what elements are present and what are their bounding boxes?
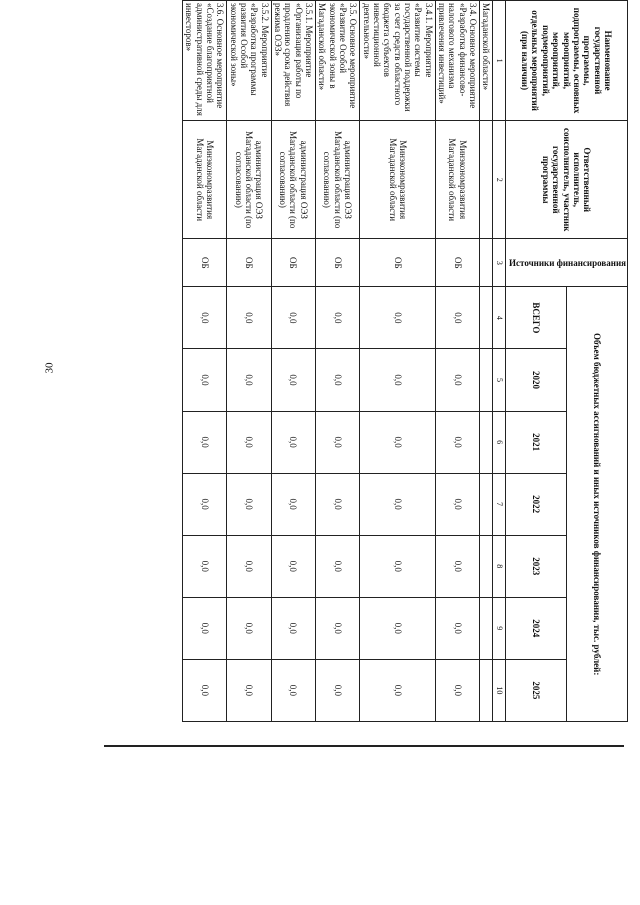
row-value: 0,0 (182, 287, 226, 349)
table-row (227, 1, 271, 722)
row-program-name: 3.4.1. Мероприятие «Развитие системы государственной поддержки за счет средств областного бюджета субъектов инвестиционной деятельности» (360, 1, 435, 121)
column-index: 2 (493, 121, 505, 239)
header-year: 2024 (505, 597, 566, 659)
row-value: 0,0 (182, 349, 226, 411)
row-value: 0,0 (227, 287, 271, 349)
rotated-table-container (58, 0, 628, 722)
row-value: 0,0 (182, 473, 226, 535)
row-value: 0,0 (360, 349, 435, 411)
row-value (480, 659, 493, 721)
row-program-name: Магаданской области» (480, 1, 493, 121)
row-funding-source: ОБ (227, 239, 271, 287)
row-program-name: 3.5.1. Мероприятие «Организация работы по продлению срока действия режима ОЭЗ» (271, 1, 315, 121)
row-executor: администрация ОЭЗ Магаданской области (по согласованию) (315, 121, 359, 239)
page-number: 30 (43, 362, 56, 374)
row-funding-source: ОБ (315, 239, 359, 287)
funding-table (182, 0, 628, 722)
row-program-name: 3.5. Основное мероприятие «Развитие Особой экономической зоны в Магаданской области» (315, 1, 359, 121)
header-funding-title: Объем бюджетных ассигнований и иных источников финансирования, тыс. рублей: (566, 287, 627, 722)
row-funding-source: ОБ (182, 239, 226, 287)
header-funding-source: Источники финансирования (505, 239, 627, 287)
row-value: 0,0 (435, 411, 479, 473)
row-executor: администрация ОЭЗ Магаданской области (по согласованию) (227, 121, 271, 239)
row-value: 0,0 (360, 535, 435, 597)
row-executor: Минэкономразвития Магаданской области (360, 121, 435, 239)
column-index: 5 (493, 349, 505, 411)
column-index: 6 (493, 411, 505, 473)
row-value: 0,0 (315, 411, 359, 473)
header-program-name: Наименование государственной программы, подпрограммы, основных мероприятий, мероприятий, подмероприятий, отдельных мероприятий (при наличии) (505, 1, 627, 121)
row-value: 0,0 (435, 659, 479, 721)
column-index: 9 (493, 597, 505, 659)
row-value: 0,0 (435, 349, 479, 411)
row-value: 0,0 (315, 473, 359, 535)
row-value: 0,0 (271, 535, 315, 597)
table-row (480, 1, 493, 722)
table-row (360, 1, 435, 722)
header-year: ВСЕГО (505, 287, 566, 349)
row-value: 0,0 (227, 659, 271, 721)
header-executor: Ответственный исполнитель, соисполнитель, участник государственной программы (505, 121, 627, 239)
row-value: 0,0 (435, 287, 479, 349)
row-value: 0,0 (182, 597, 226, 659)
column-index: 3 (493, 239, 505, 287)
row-value (480, 535, 493, 597)
row-executor: Минэкономразвития Магаданской области (435, 121, 479, 239)
header-year: 2022 (505, 473, 566, 535)
row-value: 0,0 (315, 597, 359, 659)
row-value (480, 597, 493, 659)
row-program-name: 3.5.2. Мероприятие «Разработка программы развития Особой экономической зоны» (227, 1, 271, 121)
row-value (480, 473, 493, 535)
row-value: 0,0 (360, 287, 435, 349)
column-index: 7 (493, 473, 505, 535)
row-value: 0,0 (271, 349, 315, 411)
row-value: 0,0 (271, 287, 315, 349)
row-funding-source: ОБ (360, 239, 435, 287)
header-year: 2020 (505, 349, 566, 411)
row-value: 0,0 (227, 597, 271, 659)
row-value: 0,0 (271, 659, 315, 721)
row-value (480, 349, 493, 411)
row-value: 0,0 (182, 411, 226, 473)
row-value: 0,0 (435, 535, 479, 597)
header-year: 2021 (505, 411, 566, 473)
row-value: 0,0 (315, 659, 359, 721)
row-value: 0,0 (315, 287, 359, 349)
row-value: 0,0 (315, 349, 359, 411)
row-value (480, 287, 493, 349)
row-value: 0,0 (271, 473, 315, 535)
row-value: 0,0 (182, 659, 226, 721)
row-value: 0,0 (360, 473, 435, 535)
row-value: 0,0 (435, 597, 479, 659)
row-value: 0,0 (360, 659, 435, 721)
row-executor: Минэкономразвития Магаданской области (182, 121, 226, 239)
row-value: 0,0 (271, 411, 315, 473)
row-funding-source (480, 239, 493, 287)
row-value: 0,0 (227, 411, 271, 473)
header-year: 2023 (505, 535, 566, 597)
table-row (315, 1, 359, 722)
row-funding-source: ОБ (435, 239, 479, 287)
column-index: 1 (493, 1, 505, 121)
column-index: 10 (493, 659, 505, 721)
row-value: 0,0 (271, 597, 315, 659)
column-index: 8 (493, 535, 505, 597)
header-year: 2025 (505, 659, 566, 721)
row-executor (480, 121, 493, 239)
row-value: 0,0 (360, 411, 435, 473)
table-row (435, 1, 479, 722)
row-value: 0,0 (435, 473, 479, 535)
table-row (182, 1, 226, 722)
row-value: 0,0 (227, 473, 271, 535)
row-program-name: 3.6. Основное мероприятие «Создание благоприятной административной среды для инвесторов» (182, 1, 226, 121)
row-value: 0,0 (182, 535, 226, 597)
row-funding-source: ОБ (271, 239, 315, 287)
row-executor: администрация ОЭЗ Магаданской области (по согласованию) (271, 121, 315, 239)
row-value: 0,0 (227, 349, 271, 411)
row-value (480, 411, 493, 473)
scan-divider-line (104, 745, 624, 747)
row-value: 0,0 (360, 597, 435, 659)
column-index: 4 (493, 287, 505, 349)
row-value: 0,0 (315, 535, 359, 597)
row-program-name: 3.4. Основное мероприятие «Разработка финансово-налогового механизма привлечения инвестиций» (435, 1, 479, 121)
table-row (271, 1, 315, 722)
row-value: 0,0 (227, 535, 271, 597)
